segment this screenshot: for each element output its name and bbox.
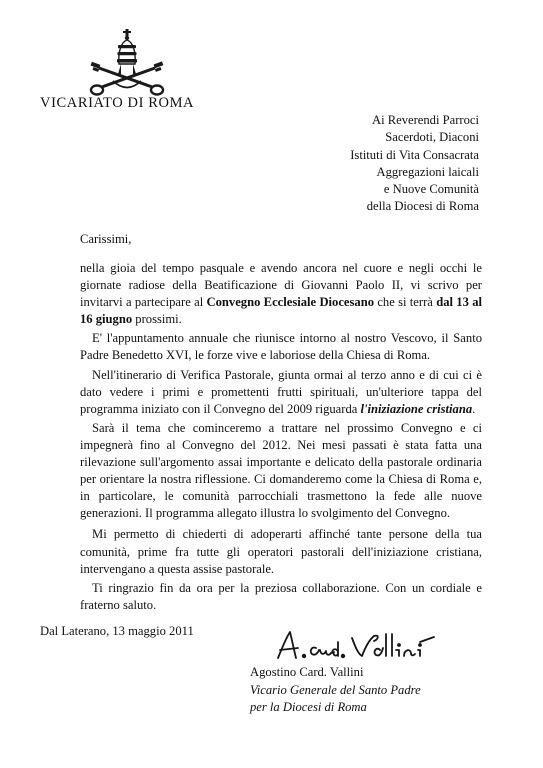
- addressee-line: Sacerdoti, Diaconi: [385, 130, 479, 145]
- signer-name: Agostino Card. Vallini: [250, 665, 364, 679]
- addressee-block: [350, 112, 479, 216]
- body-paragraph-1: nella gioia del tempo pasquale e avendo ancora nel cuore e negli occhi le giornate radiose della Beatificazione di Giovanni Paolo II, vi scrivo per invitarvi a partecipare al Convegno Ecclesiale Diocesano che si terrà dal 13 al 16 giugno prossimi.: [80, 261, 482, 327]
- body-paragraph-3: Nell'itinerario di Verifica Pastorale, giunta ormai al terzo anno e di cui ci è dato vedere i primi e promettenti frutti spirituali, un'ulteriore tappa del programma iniziato con il Convegno del 2009 riguarda l'iniziazione cristiana.: [80, 367, 482, 416]
- event-dates: dal 13 al 16 giugno: [80, 295, 482, 327]
- addressee-line: Ai Reverendi Parroci: [371, 113, 479, 127]
- salutation: Carissimi,: [80, 232, 132, 246]
- signer-diocese: per la Diocesi di Roma: [250, 700, 367, 714]
- addressee-line: della Diocesi di Roma: [366, 199, 479, 214]
- dateline: Dal Laterano, 13 maggio 2011: [40, 624, 194, 638]
- addressee-line: Aggregazioni laicali: [376, 164, 479, 179]
- organization-name: VICARIATO DI ROMA: [40, 95, 195, 111]
- papal-crest-icon: [83, 28, 171, 98]
- handwritten-signature: [268, 626, 440, 666]
- addressee-line: Istituti di Vita Consacrata: [350, 147, 479, 162]
- convegno-name: Convegno Ecclesiale Diocesano: [206, 295, 375, 310]
- body-paragraph-4: Sarà il tema che cominceremo a trattare nel prossimo Convegno e ci impegnerà fino al Convegno del 2012. Nei mesi passati è stata fatta una rilevazione sull'argomento assai importante e delicato della pastorale ordinaria per orientare la nostra riflessione. Ci domanderemo come la Chiesa di Roma e, in particolare, le comunità parrocchiali trasmettono la fede alle nuove generazioni. Il programma allegato illustra lo svolgimento del Convegno.: [80, 420, 482, 521]
- body-paragraph-2: E' l'appuntamento annuale che riunisce intorno al nostro Vescovo, il Santo Padre Benedetto XVI, le forze vive e laboriose della Chiesa di Roma.: [80, 331, 482, 363]
- body-paragraph-5: Mi permetto di chiederti di adoperarti affinché tante persone della tua comunità, prime fra tutte gli operatori pastorali dell'iniziazione cristiana, intervengano a questa assise pastorale.: [80, 527, 482, 576]
- signer-title: Vicario Generale del Santo Padre: [250, 682, 421, 697]
- theme-emphasis: l'iniziazione cristiana: [360, 401, 473, 416]
- body-paragraph-6: Ti ringrazio fin da ora per la preziosa collaborazione. Con un cordiale e fraterno saluto.: [80, 580, 482, 612]
- letter-body: [80, 260, 482, 614]
- signer-block: [250, 664, 421, 717]
- addressee-line: e Nuove Comunità: [383, 182, 479, 197]
